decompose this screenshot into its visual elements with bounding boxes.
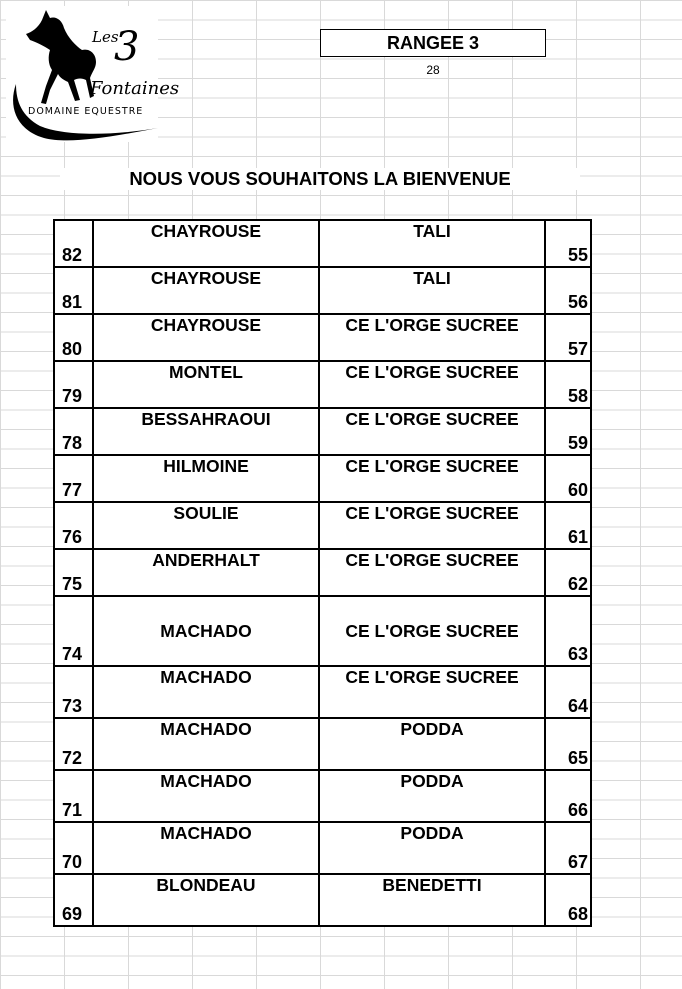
owner-name: BLONDEAU	[156, 875, 256, 895]
left-stall-number-cell	[54, 822, 93, 874]
right-stall-number: 63	[567, 644, 588, 664]
left-stall-number-cell	[54, 220, 93, 267]
stable-name-cell	[319, 770, 545, 822]
left-stall-number: 82	[62, 245, 83, 265]
left-stall-number: 72	[62, 748, 83, 768]
right-stall-number: 66	[567, 800, 588, 820]
stable-name-cell	[319, 666, 545, 718]
table-row	[54, 822, 591, 874]
table-row	[54, 718, 591, 770]
left-stall-number-cell	[54, 549, 93, 596]
left-stall-number: 73	[62, 696, 83, 716]
row-title-box	[320, 29, 546, 57]
right-stall-number: 57	[567, 339, 588, 359]
domain-logo	[6, 6, 180, 142]
stable-name: CE L'ORGE SUCREE	[345, 621, 519, 641]
right-stall-number: 60	[567, 480, 588, 500]
left-stall-number: 69	[62, 904, 83, 924]
owner-name-cell	[93, 596, 319, 666]
owner-name-cell	[93, 455, 319, 502]
page-number: 28	[426, 63, 440, 77]
right-stall-number-cell	[545, 718, 591, 770]
stable-name-cell	[319, 549, 545, 596]
welcome-message: NOUS VOUS SOUHAITONS LA BIENVENUE	[60, 168, 580, 190]
right-stall-number-cell	[545, 822, 591, 874]
right-stall-number: 65	[567, 748, 588, 768]
left-stall-number-cell	[54, 314, 93, 361]
stable-name-cell	[319, 408, 545, 455]
right-stall-number-cell	[545, 314, 591, 361]
left-stall-number-cell	[54, 770, 93, 822]
owner-name: SOULIE	[173, 503, 239, 523]
owner-name-cell	[93, 220, 319, 267]
stable-name: TALI	[413, 221, 451, 241]
table-row	[54, 770, 591, 822]
stable-name-cell	[319, 502, 545, 549]
stable-name-cell	[319, 314, 545, 361]
owner-name-cell	[93, 822, 319, 874]
stable-name: CE L'ORGE SUCREE	[345, 667, 519, 687]
owner-name-cell	[93, 718, 319, 770]
owner-name: BESSAHRAOUI	[141, 409, 271, 429]
right-stall-number-cell	[545, 502, 591, 549]
left-stall-number: 78	[62, 433, 83, 453]
table-row	[54, 502, 591, 549]
left-stall-number: 77	[62, 480, 83, 500]
stall-table	[53, 219, 592, 927]
left-stall-number-cell	[54, 874, 93, 926]
table-row	[54, 455, 591, 502]
left-stall-number-cell	[54, 455, 93, 502]
stable-name: BENEDETTI	[382, 875, 482, 895]
left-stall-number: 75	[62, 574, 83, 594]
left-stall-number-cell	[54, 502, 93, 549]
stable-name: CE L'ORGE SUCREE	[345, 456, 519, 476]
row-title: RANGEE 3	[386, 32, 480, 53]
table-row	[54, 549, 591, 596]
owner-name-cell	[93, 666, 319, 718]
stable-name: TALI	[413, 268, 451, 288]
table-row	[54, 874, 591, 926]
table-row	[54, 220, 591, 267]
owner-name: MACHADO	[160, 719, 252, 739]
table-row	[54, 314, 591, 361]
stable-name-cell	[319, 874, 545, 926]
left-stall-number: 81	[62, 292, 83, 312]
right-stall-number-cell	[545, 455, 591, 502]
left-stall-number: 80	[62, 339, 83, 359]
stable-name-cell	[319, 267, 545, 314]
horse-icon	[26, 10, 96, 104]
table-row	[54, 408, 591, 455]
left-stall-number-cell	[54, 666, 93, 718]
owner-name-cell	[93, 874, 319, 926]
left-stall-number: 74	[62, 644, 83, 664]
left-stall-number-cell	[54, 718, 93, 770]
stable-name: CE L'ORGE SUCREE	[345, 315, 519, 335]
right-stall-number-cell	[545, 596, 591, 666]
right-stall-number-cell	[545, 267, 591, 314]
owner-name-cell	[93, 770, 319, 822]
stable-name-cell	[319, 361, 545, 408]
right-stall-number: 61	[567, 527, 588, 547]
right-stall-number: 59	[567, 433, 588, 453]
stable-name-cell	[319, 822, 545, 874]
left-stall-number-cell	[54, 361, 93, 408]
table-row	[54, 596, 591, 666]
stable-name: PODDA	[400, 771, 464, 791]
owner-name-cell	[93, 314, 319, 361]
owner-name-cell	[93, 502, 319, 549]
owner-name-cell	[93, 267, 319, 314]
stable-name-cell	[319, 220, 545, 267]
right-stall-number: 55	[567, 245, 588, 265]
owner-name: CHAYROUSE	[150, 268, 262, 288]
right-stall-number: 62	[567, 574, 588, 594]
right-stall-number: 68	[567, 904, 588, 924]
left-stall-number: 76	[62, 527, 83, 547]
table-row	[54, 267, 591, 314]
table-row	[54, 361, 591, 408]
left-stall-number: 79	[62, 386, 83, 406]
svg-text:Les: Les	[92, 28, 119, 46]
stable-name-cell	[319, 596, 545, 666]
owner-name-cell	[93, 408, 319, 455]
stable-name: PODDA	[400, 719, 464, 739]
right-stall-number-cell	[545, 220, 591, 267]
right-stall-number-cell	[545, 666, 591, 718]
right-stall-number-cell	[545, 874, 591, 926]
owner-name: CHAYROUSE	[150, 315, 262, 335]
stable-name-cell	[319, 718, 545, 770]
stable-name: CE L'ORGE SUCREE	[345, 362, 519, 382]
svg-text:3: 3	[114, 24, 140, 70]
owner-name: CHAYROUSE	[150, 221, 262, 241]
owner-name-cell	[93, 549, 319, 596]
left-stall-number-cell	[54, 596, 93, 666]
owner-name: MONTEL	[169, 362, 243, 382]
stable-name: CE L'ORGE SUCREE	[345, 503, 519, 523]
owner-name: MACHADO	[160, 771, 252, 791]
right-stall-number: 58	[567, 386, 588, 406]
owner-name: MACHADO	[160, 621, 252, 641]
owner-name: ANDERHALT	[152, 550, 260, 570]
right-stall-number-cell	[545, 361, 591, 408]
right-stall-number-cell	[545, 408, 591, 455]
stable-name: CE L'ORGE SUCREE	[345, 409, 519, 429]
left-stall-number: 71	[62, 800, 83, 820]
svg-text:DOMAINE EQUESTRE: DOMAINE EQUESTRE	[28, 106, 144, 117]
right-stall-number: 56	[567, 292, 588, 312]
stable-name: PODDA	[400, 823, 464, 843]
owner-name: HILMOINE	[163, 456, 249, 476]
right-stall-number-cell	[545, 770, 591, 822]
owner-name: MACHADO	[160, 667, 252, 687]
svg-text:Fontaines: Fontaines	[90, 78, 180, 99]
owner-name: MACHADO	[160, 823, 252, 843]
right-stall-number: 67	[567, 852, 588, 872]
left-stall-number-cell	[54, 408, 93, 455]
right-stall-number-cell	[545, 549, 591, 596]
left-stall-number: 70	[62, 852, 83, 872]
left-stall-number-cell	[54, 267, 93, 314]
right-stall-number: 64	[567, 696, 588, 716]
stable-name-cell	[319, 455, 545, 502]
owner-name-cell	[93, 361, 319, 408]
table-row	[54, 666, 591, 718]
stable-name: CE L'ORGE SUCREE	[345, 550, 519, 570]
